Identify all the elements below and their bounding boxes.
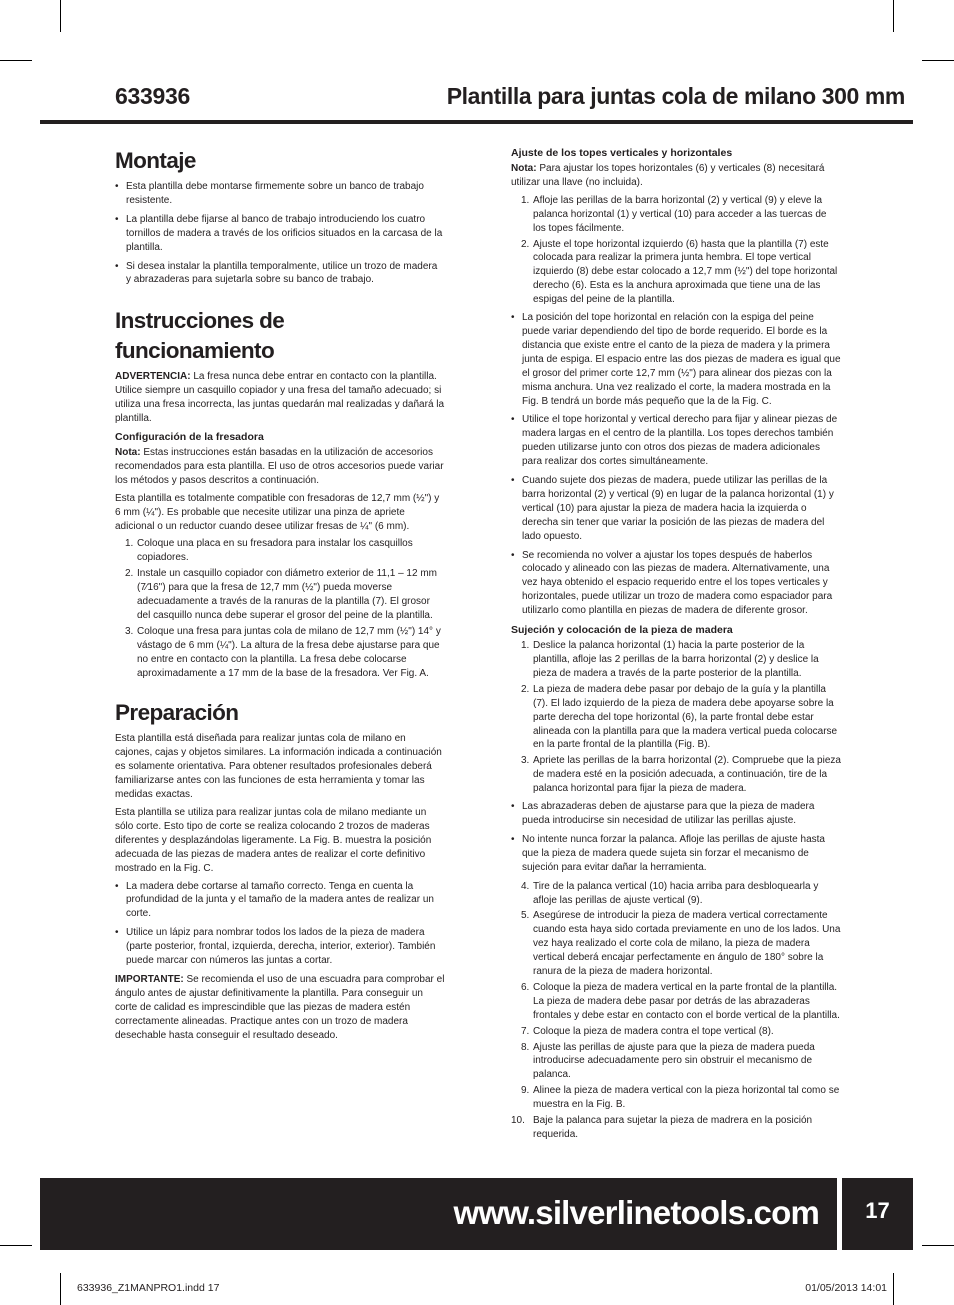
note-paragraph [115,446,445,488]
list-item: • Se recomienda no volver a ajustar los topes después de haberlos colocado y alineado con las piezas de madera. Alternativamente, una vez haya obtenido el espacio requerido entre el los topes verticales y horizontales, puede utilizar un trozo de madera como espaciador para utilizarlo como plantilla en piezas de madera de diferente grosor. [511,549,841,619]
compat-paragraph: Esta plantilla es totalmente compatible con fresadoras de 12,7 mm (½") y 6 mm (¼"). Es probable que necesite utilizar una pinza de apriete adicional o un reductor cuando desee utilizar fresas de ¼" (6 mm). [115,492,440,532]
important-text: Se recomienda el uso de una escuadra para comprobar el ángulo antes de ajustar definitivamente la plantilla. Para conseguir un corte de calidad es imprescindible que las piezas de madera estén correctamente alineadas. Practique antes con un trozo de madera desechable hasta conseguir el resultado deseado. [115,973,445,1041]
prep-paragraph-1: Esta plantilla está diseñada para realizar juntas cola de milano en cajones, cajas y objetos similares. La información indicada a continuación es solamente orientativa. Para obtener resultados profesionales deberá familiarizarse antes con las funciones de esta herramienta y tomar las medidas exactas. [115,733,442,801]
list-item: 6. Coloque la pieza de madera vertical en la parte frontal de la plantilla. La pieza de madera debe pasar por detrás de las abrazaderas frontales y debe estar en contacto con el borde vertical de la plantilla. [521,981,840,1021]
important-label: IMPORTANTE: [115,973,184,985]
page-header [115,83,905,119]
crop-mark [922,60,954,61]
note-paragraph [511,162,841,190]
list-item: 4. Tire de la palanca vertical (10) hacia arriba para desbloquearla y afloje las perillas de ajuste vertical (9). [521,880,819,906]
sujecion-bullets [511,800,841,875]
section-heading-preparacion: Preparación [115,700,239,726]
list-item: • Utilice un lápiz para nombrar todos los lados de la pieza de madera (parte posterior, frontal, izquierda, derecha, interior, exterior). También puede marcar con números las juntas a cortar. [115,926,445,968]
topes-steps [511,194,841,307]
subheading-sujecion: Sujeción y colocación de la pieza de madera [511,624,733,637]
section-heading-montaje: Montaje [115,148,196,173]
note-text: Para ajustar los topes horizontales (6) y verticales (8) necesitará utilizar una llave (no incluida). [511,163,825,188]
list-item: 5. Asegúrese de introducir la pieza de madera vertical correctamente cuando esta haya sido cortada previamente en uno de los lados. Una vez haya realizado el corte cola de milano, la pieza de madera vertical deberá encajar perfectamente en ángulo de 180° sobre la ranura de la pieza de madera horizontal. [521,910,841,978]
crop-mark [0,1245,32,1246]
list-item: • Las abrazaderas deben de ajustarse para que la pieza de madera pueda introducirse sin necesidad de utilizar las perillas ajuste. [511,800,841,828]
list-item: 1. Afloje las perillas de la barra horizontal (2) y vertical (9) y eleve la palanca horizontal (1) y vertical (10) para acceder a las tuercas de los topes fácilmente. [521,194,827,234]
prep-paragraph-2: Esta plantilla se utiliza para realizar juntas cola de milano mediante un sólo corte. Esto tipo de corte se realiza colocando 2 trozos de maderas diferentes y desplazándolas ligeramente. La Fig. B. muestra la posición adecuada de las piezas de madera antes de realizar el corte definitivo mostrado en la Fig. C. [115,807,432,874]
list-item: 1. Deslice la palanca horizontal (1) hacia la parte posterior de la plantilla, afloje las 2 perillas de la barra horizontal (2) y deslice la pieza de madera a través de la parte posterior de la plantilla. [521,640,819,679]
crop-mark [0,60,32,61]
prep-bullets [115,880,445,968]
list-item: • Si desea instalar la plantilla temporalmente, utilice un trozo de madera y abrazaderas para sujetarla sobre su banco de trabajo. [115,260,445,288]
list-item: 10. Baje la palanca para sujetar la pieza de madrera en la posición requerida. [511,1115,813,1140]
list-item: 3. Apriete las perillas de la barra horizontal (2). Compruebe que la pieza de madera esté en la posición adecuada, a continuación, tire de la palanca horizontal para fijar la pieza de madera. [521,755,841,795]
important-paragraph [115,973,445,1043]
page-title: Plantilla para juntas cola de milano 300 mm [446,83,905,109]
note-text: Estas instrucciones están basadas en la utilización de accesorios recomendados para esta plantilla. El uso de otros accesorios puede variar los métodos y pasos descritos a continuación. [115,446,444,486]
left-column [115,146,445,1047]
slug-filename: 633936_Z1MANPRO1.indd 17 [77,1282,220,1294]
subheading-config: Configuración de la fresadora [115,430,264,443]
website-url: www.silverlinetools.com [453,1194,819,1231]
warning-label: ADVERTENCIA: [115,371,191,383]
footer-bar [40,1178,837,1250]
list-item: • La posición del tope horizontal en relación con la espiga del peine puede variar dependiendo del tipo de borde requerido. El borde es la distancia que existe entre el canto de la pieza de madera y la primera junta de espiga. El espacio entre las dos piezas de madera es igual que el grosor del primer corte 12,7 mm (½") para alinear dos piezas con la misma anchura. Una vez realizado el corte, la madera mostrada en la Fig. B tendrá un borde más pequeño que la de la Fig. C. [511,311,841,408]
list-item: 9. Alinee la pieza de madera vertical con la pieza horizontal tal como se muestra en la Fig. B. [521,1085,840,1111]
right-column [511,146,841,1146]
list-item: 7. Coloque la pieza de madera contra el tope vertical (8). [521,1025,774,1037]
config-steps [115,537,445,680]
crop-mark [60,1273,61,1305]
sujecion-steps [511,639,841,796]
list-item: • Cuando sujete dos piezas de madera, puede utilizar las perillas de la barra horizontal (2) y vertical (9) en lugar de la palanca horizontal (1) y vertical (10) para ajustar la pieza de madera hacia la izquierda o derecha sin tener que variar la posición de las piezas de madera del lado opuesto. [511,474,841,544]
list-item: • La madera debe cortarse al tamaño correcto. Tenga en cuenta la profundidad de la junta y el tamaño de la madera antes de realizar un corte. [115,880,445,922]
list-item: 8. Ajuste las perillas de ajuste para que la pieza de madera pueda introducirse adecuadamente pero sin obstruir el mecanismo de palanca. [521,1041,815,1081]
crop-mark [922,1245,954,1246]
page-number: 17 [865,1198,890,1223]
note-label: Nota: [115,446,141,458]
subheading-topes: Ajuste de los topes verticales y horizontales [511,147,733,159]
product-code: 633936 [115,83,190,109]
page-number-box [842,1178,913,1250]
topes-bullets [511,311,841,618]
list-item: 2. Instale un casquillo copiador con diámetro exterior de 11,1 – 12 mm (7⁄16") para que la fresa de 12,7 mm (½") pueda moverse adecuadamente a través de la ranuras de la plantilla (7). El grosor del casquillo nunca debe superar el grosor del peine de la plantilla. [125,568,437,621]
section-heading-instrucciones: Instrucciones de funcionamiento [115,308,285,364]
list-item: 1. Coloque una placa en su fresadora para instalar los casquillos copiadores. [125,538,413,564]
warning-text: La fresa nunca debe entrar en contacto con la plantilla. Utilice siempre un casquillo copiador y una fresa del tamaño adecuado; si utiliza una fresa incorrecta, las juntas quedarán mal realizadas y dañará la plantilla. [115,371,445,425]
slug-timestamp: 01/05/2013 14:01 [805,1282,887,1294]
list-item: • No intente nunca forzar la palanca. Afloje las perillas de ajuste hasta que la pieza de madera quede sujeta sin forzar el mecanismo de sujeción para evitar dañar la herramienta. [511,833,841,875]
list-item: • Utilice el tope horizontal y vertical derecho para fijar y alinear piezas de madera largas en el centro de la plantilla. Los topes derechos también pueden utilizarse junto con otros dos piezas de madera adicionales para realizar dos cortes simultáneamente. [511,413,841,469]
note-label: Nota: [511,163,537,174]
list-item: • Esta plantilla debe montarse firmemente sobre un banco de trabajo resistente. [115,180,445,208]
list-item: • La plantilla debe fijarse al banco de trabajo introduciendo los cuatro tornillos de madera a través de los orificios situados en la carcasa de la plantilla. [115,213,445,255]
crop-mark [893,0,894,32]
list-item: 2. Ajuste el tope horizontal izquierdo (6) hasta que la plantilla (7) este colocada para realizar la primera junta hembra. El tope vertical izquierdo (8) debe estar colocado a 12,7 mm (½") del tope horizontal derecho (6). Esta es la anchura aproximada que tiene una de las espigas del peine de la plantilla. [521,238,838,306]
header-rule [40,120,913,124]
montaje-bullets [115,180,445,287]
crop-mark [60,0,61,32]
sujecion-steps-cont [511,880,841,1142]
crop-mark [893,1273,894,1305]
list-item: 2. La pieza de madera debe pasar por debajo de la guía y la plantilla (7). El lado izquierdo de la pieza de madera debe apoyarse sobre la parte derecha del tope horizontal (6), la parte frontal debe estar alineada con la plantilla para que la madera vertical pueda colocarse en la parte frontal de la plantilla (Fig. B). [521,683,838,751]
warning-paragraph [115,370,445,426]
list-item: 3. Coloque una fresa para juntas cola de milano de 12,7 mm (½") 14° y vástago de 6 mm (¼"). La altura de la fresa debe ajustarse para que no entre en contacto con la plantilla. La fresa debe colocarse aproximadamente a 17 mm de la base de la fresadora. Ver Fig. A. [125,625,441,679]
